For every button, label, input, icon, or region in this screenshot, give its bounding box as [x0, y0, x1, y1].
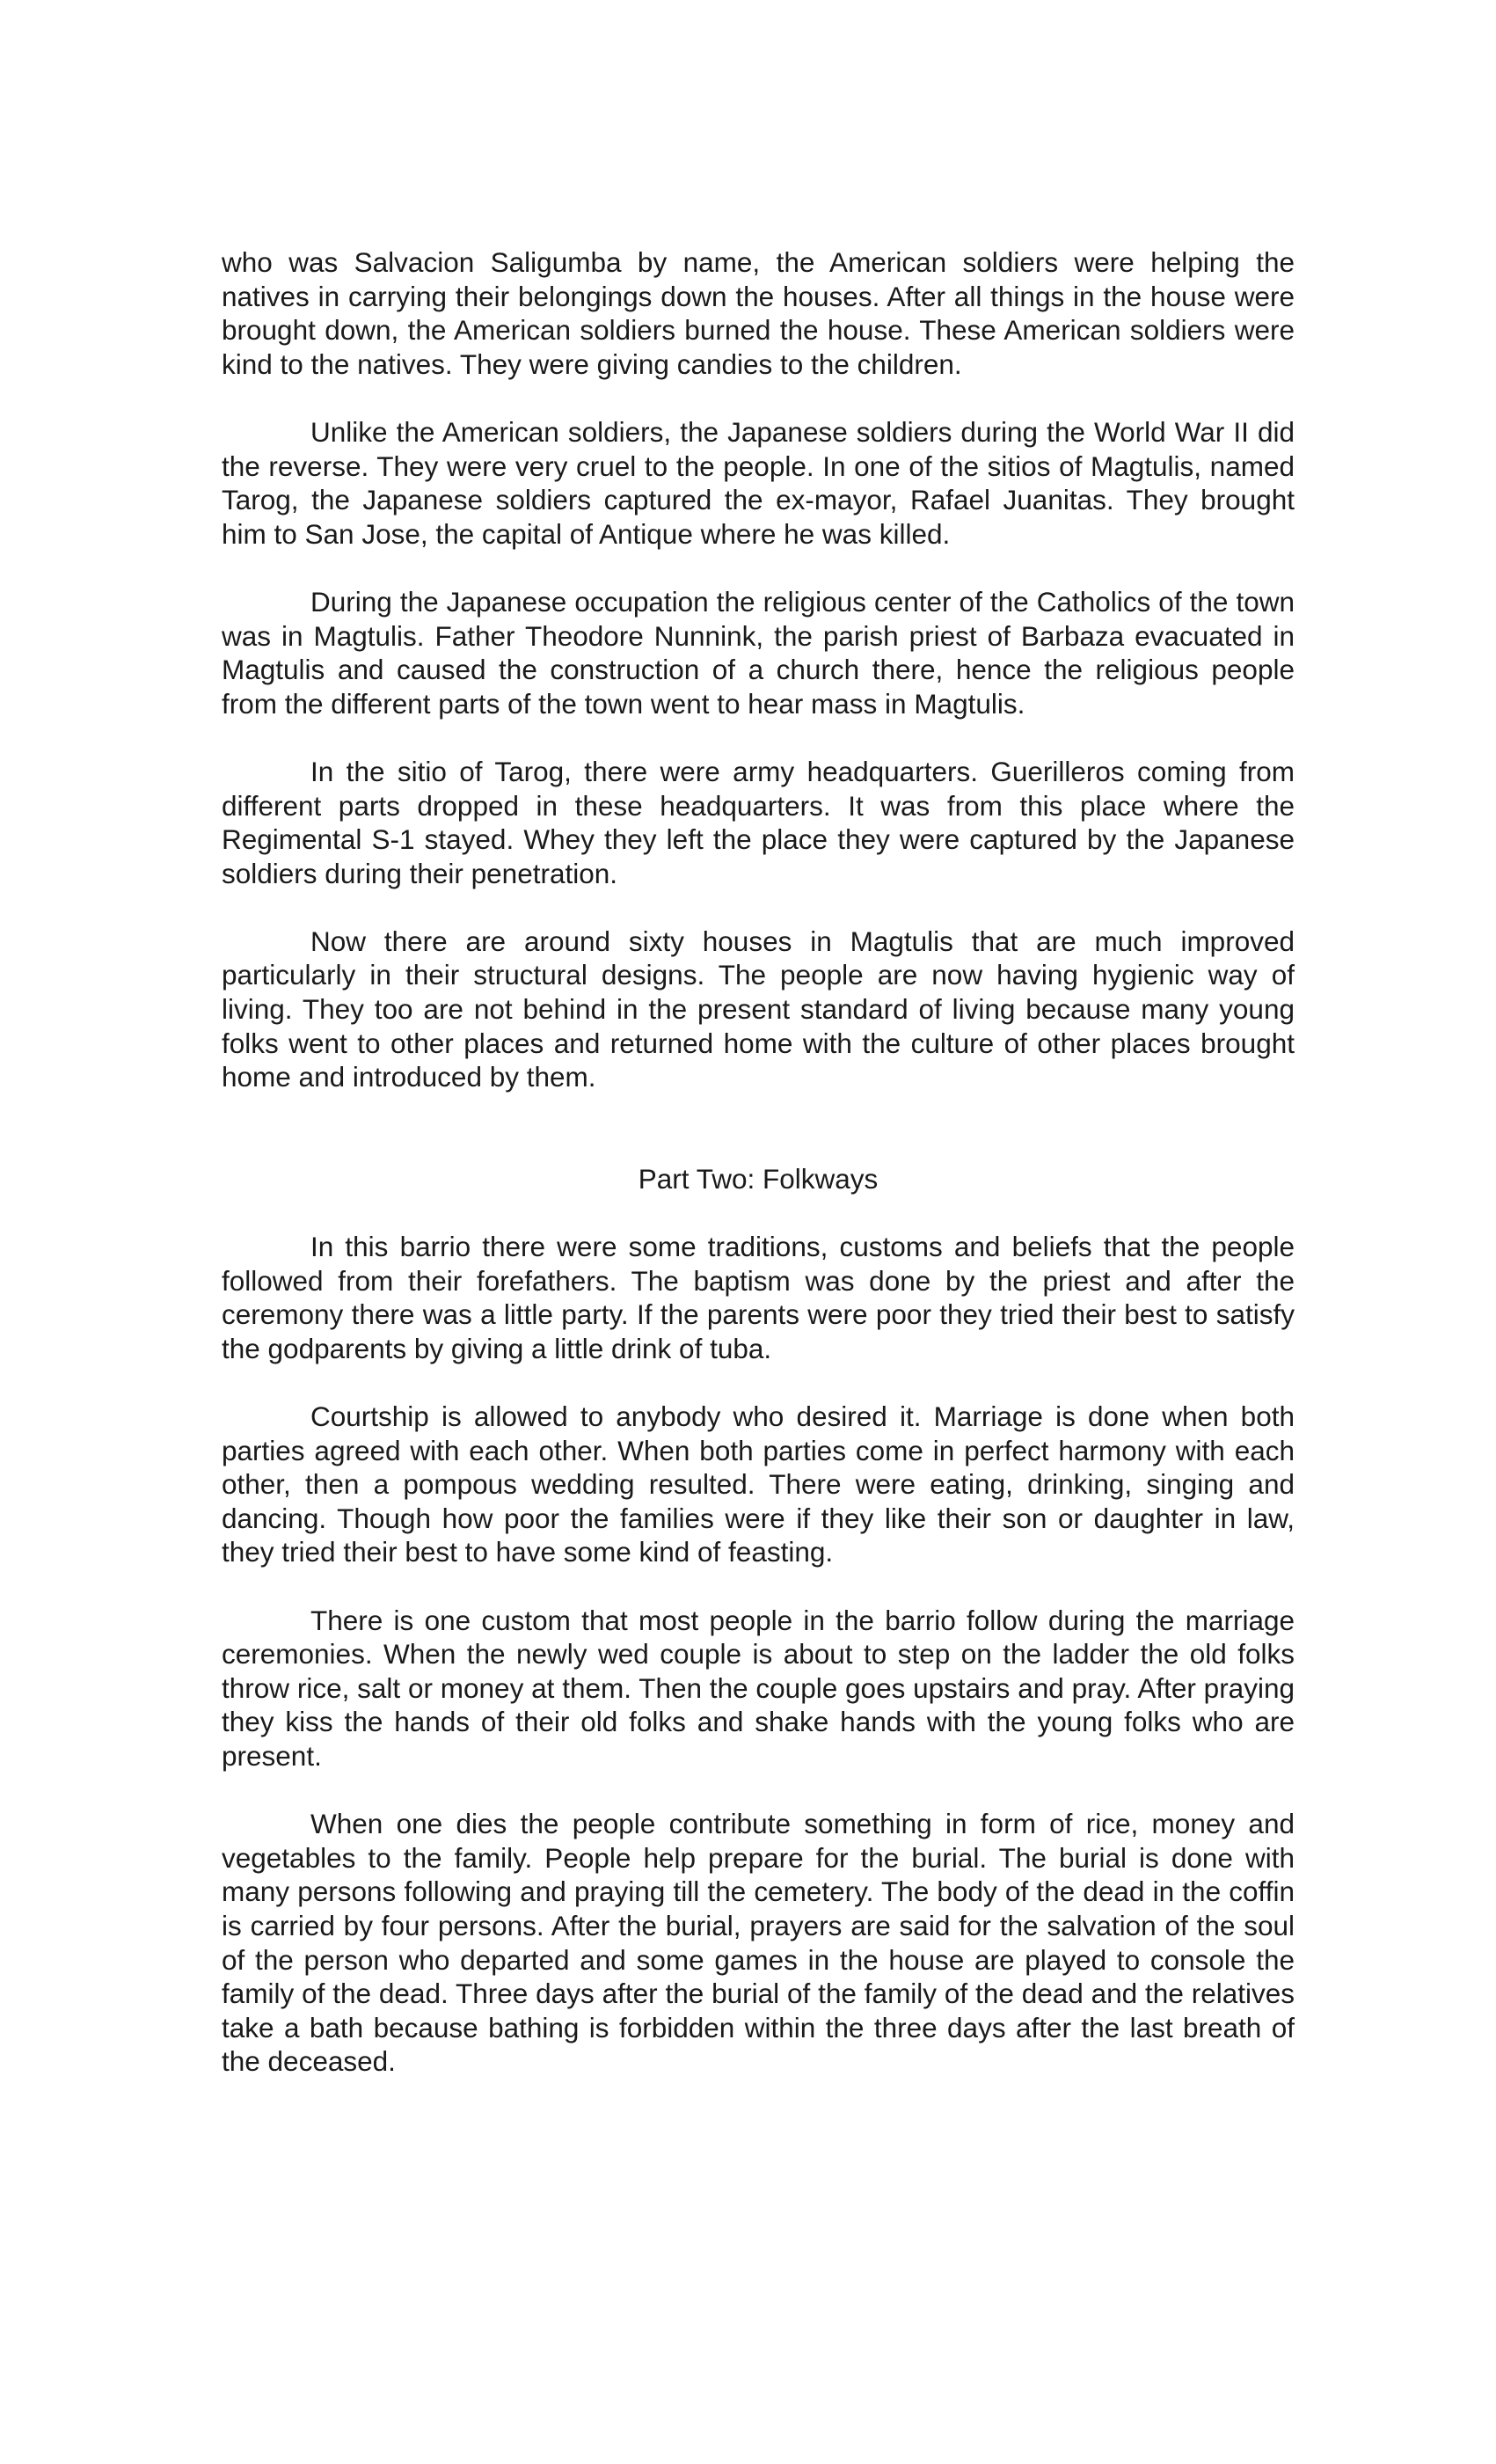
section-heading-folkways: Part Two: Folkways — [638, 1162, 879, 1195]
paragraph-present-houses: Now there are around sixty houses in Magtulis that are much improved particularly in their structural designs. The people are now having hygienic way of living. They too are not behind in the present standard of living because many young folks went to other places and returned home with the culture of other places brought home and introduced by them. — [222, 925, 1295, 1093]
paragraph-baptism: In this barrio there were some traditions, customs and beliefs that the people followed from their forefathers. The baptism was done by the priest and after the ceremony there was a little party. If the parents were poor they tried their best to satisfy the godparents by giving a little drink of tuba. — [222, 1231, 1295, 1364]
paragraph-army-headquarters: In the sitio of Tarog, there were army headquarters. Guerilleros coming from different parts dropped in these headquarters. It was from this place where the Regimental S-1 stayed. Whey they left the place they were captured by the Japanese soldiers during their penetration. — [222, 755, 1295, 889]
paragraph-continued: who was Salvacion Saligumba by name, the American soldiers were helping the natives in carrying their belongings down the houses. After all things in the house were brought down, the American soldiers burned the house. These American soldiers were kind to the natives. They were giving candies to the children. — [222, 246, 1295, 380]
page-body — [222, 245, 1295, 2112]
paragraph-courtship: Courtship is allowed to anybody who desired it. Marriage is done when both parties agreed with each other. When both parties come in perfect harmony with each other, then a pompous wedding resulted. There were eating, drinking, singing and dancing. Though how poor the families were if they like their son or daughter in law, they tried their best to have some kind of feasting. — [222, 1400, 1295, 1568]
paragraph-japanese-soldiers: Unlike the American soldiers, the Japanese soldiers during the World War II did the reverse. They were very cruel to the people. In one of the sitios of Magtulis, named Tarog, the Japanese soldiers captured the ex-mayor, Rafael Juanitas. They brought him to San Jose, the capital of Antique where he was killed. — [222, 415, 1295, 550]
paragraph-religious-center: During the Japanese occupation the religious center of the Catholics of the town was in Magtulis. Father Theodore Nunnink, the parish priest of Barbaza evacuated in Magtulis and caused the construction of a church there, hence the religious people from the different parts of the town went to hear mass in Magtulis. — [222, 585, 1295, 720]
paragraph-burial: When one dies the people contribute something in form of rice, money and vegetables to the family. People help prepare for the burial. The burial is done with many persons following and praying till the cemetery. The body of the dead in the coffin is carried by four persons. After the burial, prayers are said for the salvation of the soul of the person who departed and some games in the house are played to console the family of the dead. Three days after the burial of the family of the dead and the relatives take a bath because bathing is forbidden within the three days after the last breath of the deceased. — [222, 1808, 1295, 2078]
paragraph-marriage-custom: There is one custom that most people in the barrio follow during the marriage ceremonies. When the newly wed couple is about to step on the ladder the old folks throw rice, salt or money at them. Then the couple goes upstairs and pray. After praying they kiss the hands of their old folks and shake hands with the young folks who are present. — [222, 1604, 1295, 1772]
